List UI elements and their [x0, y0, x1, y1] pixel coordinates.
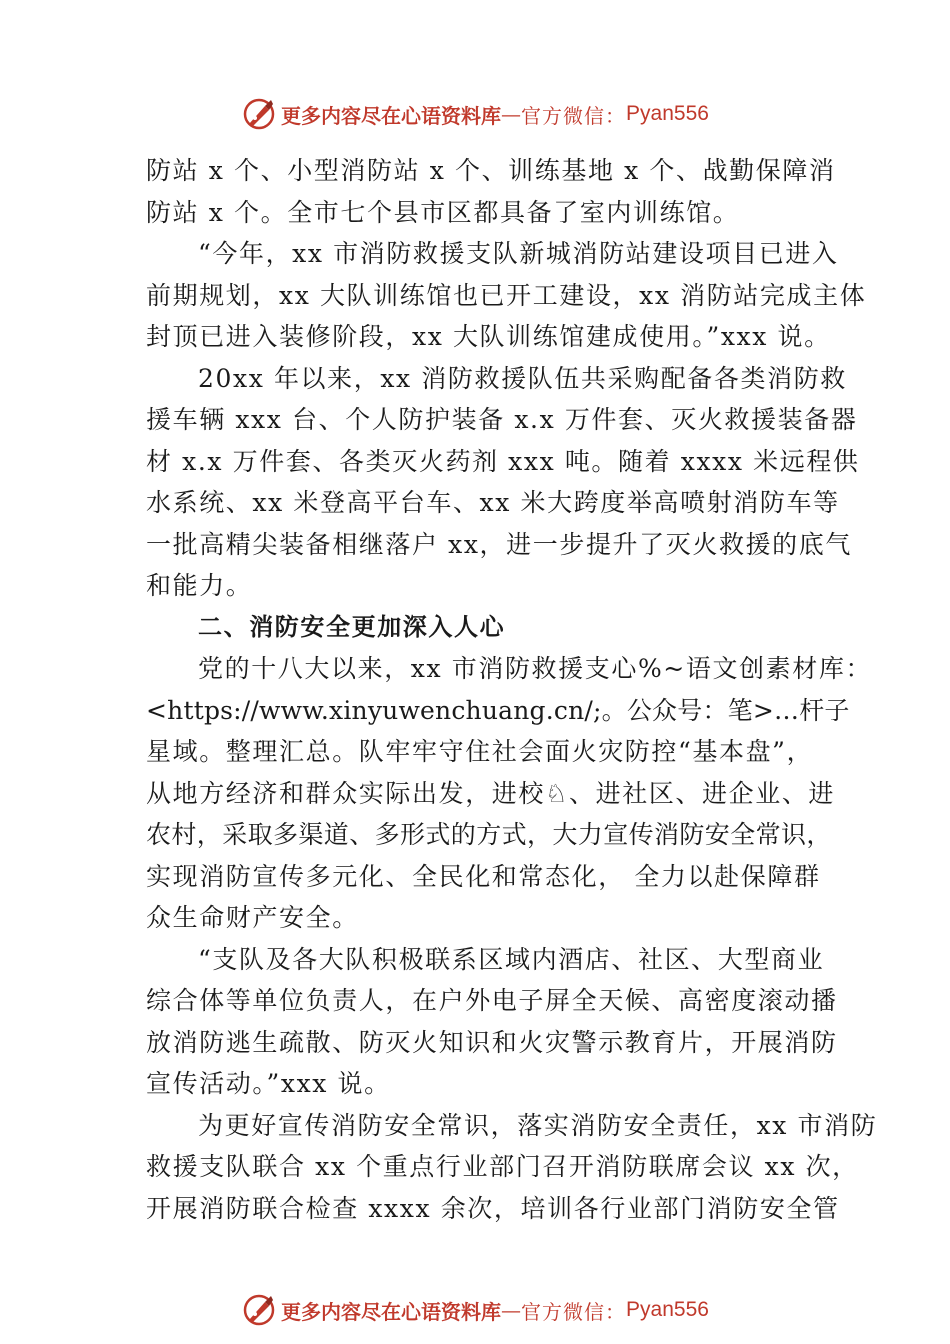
body-line: 星域。整理汇总。队牢牢守住社会面火灾防控“基本盘”， — [146, 737, 814, 766]
banner-main-text: 更多内容尽在心语资料库 — [281, 1299, 502, 1324]
body-line: 党的十八大以来，xx 市消防救援支心%~语文创素材库： — [198, 654, 873, 683]
banner-main-text: 更多内容尽在心语资料库 — [281, 103, 502, 128]
body-line-url: <https://www.xinyuwenchuang.cn/;。公众号：笔>…杆子 — [146, 695, 850, 725]
body-line: 救援支队联合 xx 个重点行业部门召开消防联席会议 xx 次， — [146, 1152, 859, 1181]
body-line: 材 x.x 万件套、各类灭火药剂 xxx 吨。随着 xxxx 米远程供 — [146, 446, 860, 476]
body-line: 防站 x 个。全市七个县市区都具备了室内训练馆。 — [146, 197, 740, 227]
body-line: 封顶已进入装修阶段，xx 大队训练馆建成使用。”xxx 说。 — [146, 322, 831, 351]
banner-wechat-id: Pyan556 — [626, 102, 709, 125]
body-line: 防站 x 个、小型消防站 x 个、训练基地 x 个、战勤保障消 — [146, 156, 836, 185]
body-line: 综合体等单位负责人，在户外电子屏全天候、高密度滚动播 — [146, 986, 838, 1015]
footer-watermark-banner — [0, 1288, 950, 1332]
banner-wechat-label: 官方微信： — [521, 1299, 627, 1324]
header-watermark-banner — [0, 92, 950, 136]
pen-nib-circle-icon — [241, 96, 277, 132]
pen-nib-circle-icon — [241, 1292, 277, 1328]
body-line: 为更好宣传消防安全常识，落实消防安全责任，xx 市消防 — [198, 1110, 878, 1140]
body-line: 开展消防联合检查 xxxx 余次，培训各行业部门消防安全管 — [146, 1193, 840, 1223]
body-line: 水系统、xx 米登高平台车、xx 米大跨度举高喷射消防车等 — [146, 488, 840, 517]
body-line: 实现消防宣传多元化、全民化和常态化， 全力以赴保障群 — [146, 861, 821, 891]
body-line: 前期规划，xx 大队训练馆也已开工建设，xx 消防站完成主体 — [146, 280, 867, 310]
body-line: 从地方经济和群众实际出发，进校♘、进社区、进企业、进 — [146, 778, 836, 808]
body-line: 和能力。 — [146, 571, 253, 600]
banner-dash: — — [501, 102, 522, 126]
body-line: 援车辆 xxx 台、个人防护装备 x.x 万件套、灭火救援装备器 — [146, 405, 858, 434]
body-line: 一批高精尖装备相继落户 xx，进一步提升了灭火救援的底气 — [146, 529, 852, 559]
banner-dash: — — [501, 1298, 522, 1322]
banner-wechat-label: 官方微信： — [521, 103, 627, 128]
body-line: 众生命财产安全。 — [146, 903, 359, 932]
body-line: 农村，采取多渠道、多形式的方式，大力宣传消防安全常识， — [146, 820, 832, 849]
body-line: “支队及各大队积极联系区域内酒店、社区、大型商业 — [198, 944, 825, 974]
body-line: 宣传活动。”xxx 说。 — [146, 1069, 391, 1098]
document-body — [146, 150, 878, 1229]
body-line: 放消防逃生疏散、防灭火知识和火灾警示教育片，开展消防 — [146, 1027, 838, 1057]
section-heading: 二、消防安全更加深入人心 — [198, 612, 506, 641]
banner-wechat-id: Pyan556 — [626, 1298, 709, 1321]
body-line: 20xx 年以来，xx 消防救援队伍共采购配备各类消防救 — [198, 363, 847, 393]
body-line: “今年，xx 市消防救援支队新城消防站建设项目已进入 — [198, 239, 839, 268]
